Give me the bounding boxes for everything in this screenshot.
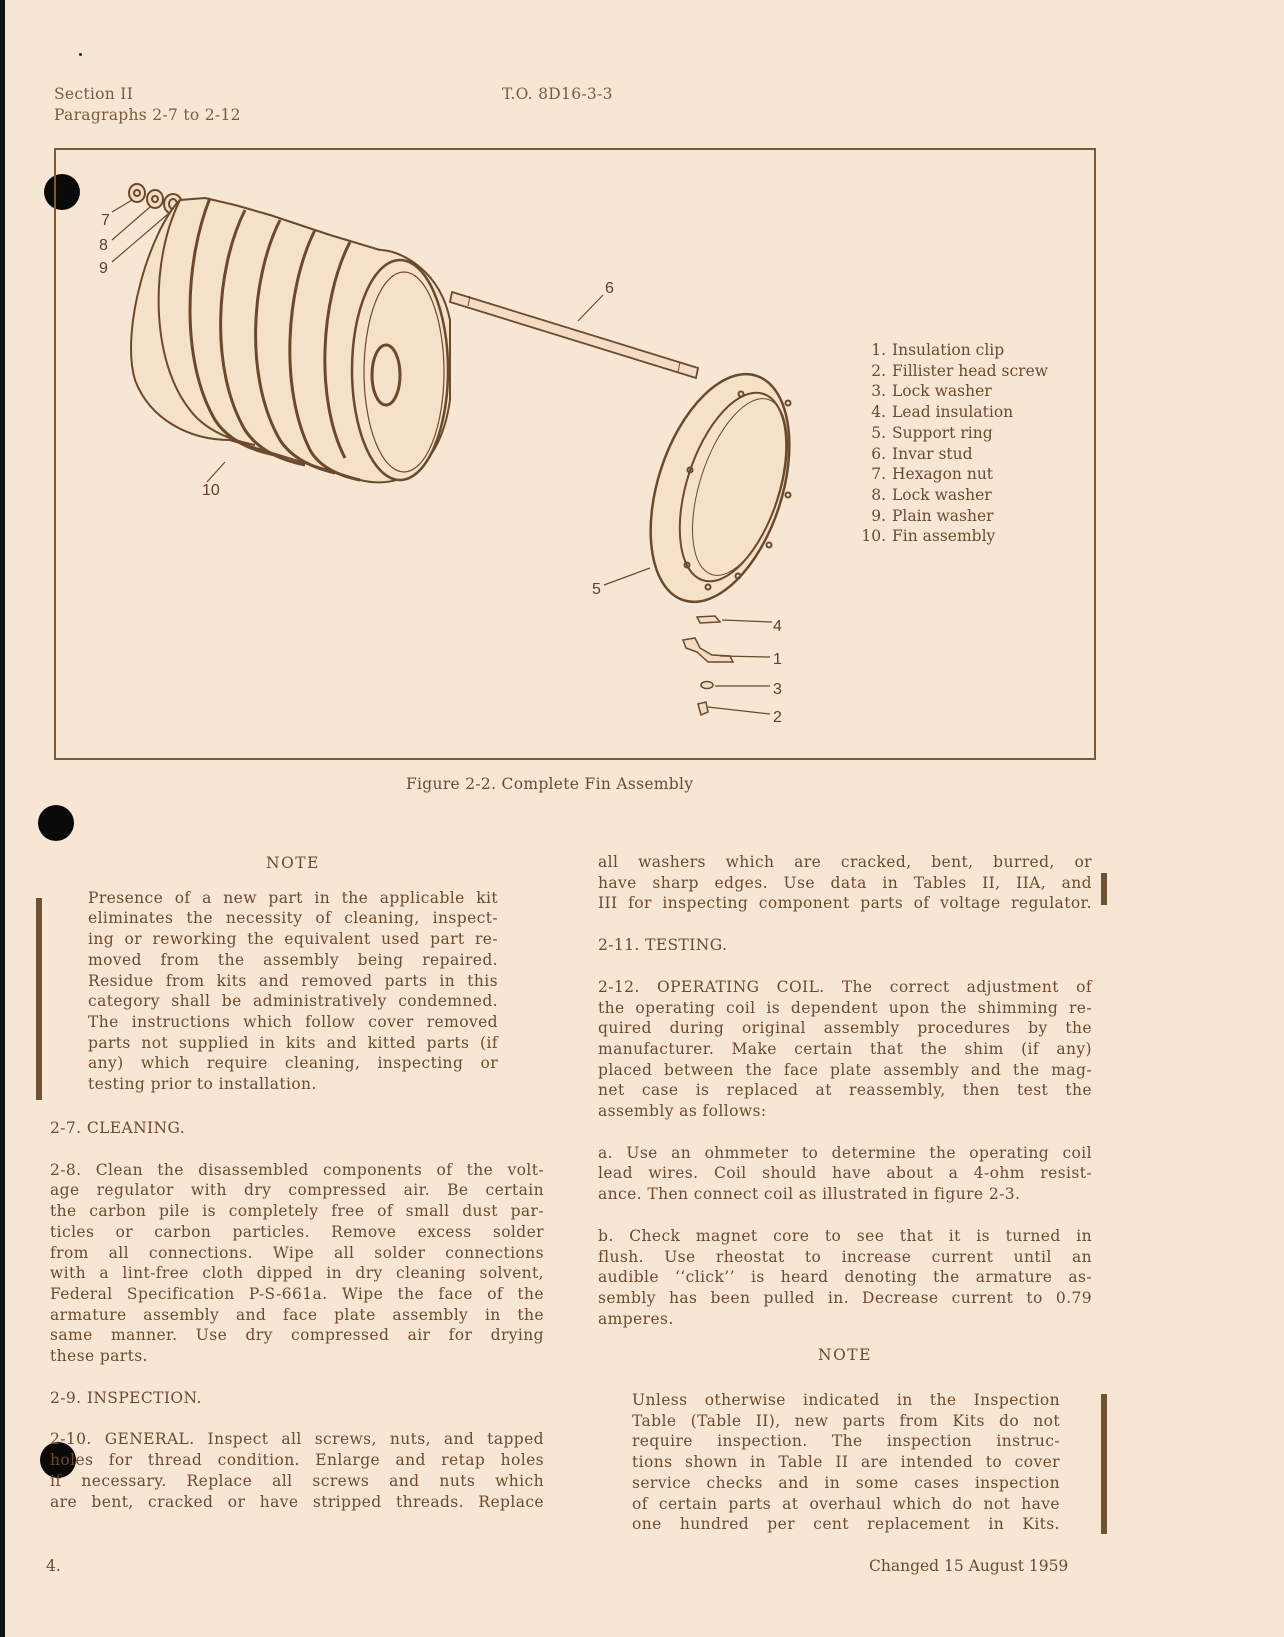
figure-caption: Figure 2-2. Complete Fin Assembly bbox=[406, 775, 694, 793]
callout-5: 5 bbox=[592, 581, 601, 598]
para-2-10-line: holes for thread condition. Enlarge and retap holes bbox=[50, 1451, 544, 1470]
left-column-body bbox=[50, 1118, 544, 1512]
legend-item: 8. Lock washer bbox=[871, 485, 992, 504]
legend-item: 5. Support ring bbox=[871, 423, 993, 442]
callout-8: 8 bbox=[99, 237, 108, 254]
callout-1: 1 bbox=[773, 651, 782, 668]
figure-legend bbox=[856, 340, 1048, 547]
para-2-12-line: assembly as follows: bbox=[598, 1102, 767, 1121]
punch-hole-middle bbox=[38, 805, 74, 841]
note-line: Presence of a new part in the applicable kit bbox=[88, 888, 498, 907]
legend-item: 6. Invar stud bbox=[871, 444, 973, 463]
para-2-12-line: manufacturer. Make certain that the shim (if any) bbox=[598, 1039, 1092, 1058]
callout-2: 2 bbox=[773, 709, 782, 726]
step-a-line: ance. Then connect coil as illustrated in figure 2-3. bbox=[598, 1185, 1021, 1204]
technical-order-number: T.O. 8D16-3-3 bbox=[502, 85, 613, 103]
para-2-8-line: Federal Specification P-S-661a. Wipe the face of the bbox=[50, 1284, 544, 1303]
note-line: testing prior to installation. bbox=[88, 1075, 317, 1094]
para-2-12-line: placed between the face plate assembly and the mag- bbox=[598, 1060, 1092, 1079]
para-2-8-line: the carbon pile is completely free of small dust par- bbox=[50, 1202, 544, 1221]
note-line: category shall be administratively condemned. bbox=[88, 992, 498, 1011]
legend-item: 7. Hexagon nut bbox=[871, 465, 994, 484]
note-line: of certain parts at overhaul which do not have bbox=[632, 1494, 1060, 1513]
para-2-10-line: 2-10. GENERAL. Inspect all screws, nuts, and tapped bbox=[50, 1430, 544, 1449]
callout-4: 4 bbox=[773, 618, 782, 635]
step-b-line: flush. Use rheostat to increase current until an bbox=[598, 1247, 1092, 1266]
step-b-line: sembly has been pulled in. Decrease current to 0.79 bbox=[598, 1288, 1092, 1307]
note-title: NOTE bbox=[266, 854, 320, 872]
callout-7: 7 bbox=[101, 212, 110, 229]
para-2-10-cont-line: all washers which are cracked, bent, burred, or bbox=[598, 853, 1092, 871]
para-2-8-line: armature assembly and face plate assembly in the bbox=[50, 1305, 544, 1324]
legend-item: 10. Fin assembly bbox=[861, 527, 996, 546]
step-a-line: a. Use an ohmmeter to determine the operating coil bbox=[598, 1143, 1092, 1162]
para-2-12-line: net case is replaced at reassembly, then test the bbox=[598, 1081, 1092, 1100]
heading-2-11-testing: 2-11. TESTING. bbox=[598, 936, 728, 955]
step-b-line: b. Check magnet core to see that it is turned in bbox=[598, 1226, 1092, 1245]
para-2-8-line: these parts. bbox=[50, 1347, 148, 1366]
note-line: ing or reworking the equivalent used part re- bbox=[88, 930, 498, 949]
note-line: Unless otherwise indicated in the Inspection bbox=[632, 1391, 1060, 1409]
callout-3: 3 bbox=[773, 681, 782, 698]
fin-assembly-illustration bbox=[0, 0, 1284, 800]
note-line: tions shown in Table II are intended to cover bbox=[632, 1453, 1060, 1472]
change-date: Changed 15 August 1959 bbox=[869, 1557, 1069, 1575]
note-line: eliminates the necessity of cleaning, inspect- bbox=[88, 909, 498, 928]
page-number: 4. bbox=[46, 1557, 61, 1575]
change-bar-right-bottom bbox=[1101, 1394, 1107, 1534]
callout-6: 6 bbox=[605, 280, 614, 297]
para-2-10-line: are bent, cracked or have stripped threads. Replace bbox=[50, 1492, 544, 1511]
note-title: NOTE bbox=[818, 1346, 872, 1365]
legend-item: 3. Lock washer bbox=[871, 382, 992, 401]
right-column-body bbox=[598, 852, 1092, 1366]
note-line: The instructions which follow cover removed bbox=[88, 1012, 498, 1031]
step-a-line: lead wires. Coil should have about a 4-ohm resist- bbox=[598, 1164, 1092, 1183]
para-2-8-line: ticles or carbon particles. Remove excess solder bbox=[50, 1222, 544, 1241]
callout-9: 9 bbox=[99, 260, 108, 277]
step-b-line: amperes. bbox=[598, 1309, 674, 1328]
section-label: Section II bbox=[54, 85, 134, 103]
para-2-12-line: quired during original assembly procedures by the bbox=[598, 1019, 1092, 1038]
para-2-8-line: same manner. Use dry compressed air for drying bbox=[50, 1326, 544, 1345]
legend-item: 4. Lead insulation bbox=[871, 403, 1014, 422]
step-b-line: audible ‘‘click’’ is heard denoting the armature as- bbox=[598, 1268, 1092, 1287]
legend-item: 2. Fillister head screw bbox=[871, 361, 1049, 380]
paragraphs-range: Paragraphs 2-7 to 2-12 bbox=[54, 106, 241, 124]
para-2-8-line: 2-8. Clean the disassembled components of the volt- bbox=[50, 1160, 544, 1179]
heading-2-9-inspection: 2-9. INSPECTION. bbox=[50, 1388, 202, 1407]
note-line: parts not supplied in kits and kitted parts (if bbox=[88, 1033, 498, 1052]
para-2-8-line: age regulator with dry compressed air. Be certain bbox=[50, 1181, 544, 1200]
heading-2-7-cleaning: 2-7. CLEANING. bbox=[50, 1119, 186, 1137]
note-line: one hundred per cent replacement in Kits. bbox=[632, 1515, 1060, 1534]
para-2-10-line: if necessary. Replace all screws and nuts which bbox=[50, 1471, 544, 1490]
para-2-12-line: 2-12. OPERATING COIL. The correct adjustment of bbox=[598, 977, 1092, 996]
left-column-note bbox=[88, 853, 498, 1095]
right-column-note bbox=[632, 1390, 1060, 1535]
callout-10: 10 bbox=[202, 482, 220, 499]
note-line: Table (Table II), new parts from Kits do not bbox=[632, 1411, 1060, 1430]
para-2-8-line: with a lint-free cloth dipped in dry cleaning solvent, bbox=[50, 1264, 544, 1283]
change-bar-left bbox=[36, 898, 42, 1100]
note-line: service checks and in some cases inspection bbox=[632, 1473, 1060, 1492]
para-2-10-cont-line: III for inspecting component parts of voltage regulator. bbox=[598, 894, 1092, 913]
note-line: moved from the assembly being repaired. bbox=[88, 950, 498, 969]
note-line: require inspection. The inspection instruc- bbox=[632, 1432, 1060, 1451]
legend-item: 1. Insulation clip bbox=[871, 341, 1005, 359]
legend-item: 9. Plain washer bbox=[871, 506, 994, 525]
para-2-12-line: the operating coil is dependent upon the shimming re- bbox=[598, 998, 1092, 1017]
para-2-10-cont-line: have sharp edges. Use data in Tables II, IIA, and bbox=[598, 873, 1092, 892]
note-line: Residue from kits and removed parts in this bbox=[88, 971, 498, 990]
change-bar-right-top bbox=[1101, 873, 1107, 905]
para-2-8-line: from all connections. Wipe all solder connections bbox=[50, 1243, 544, 1262]
note-line: any) which require cleaning, inspecting or bbox=[88, 1054, 498, 1073]
